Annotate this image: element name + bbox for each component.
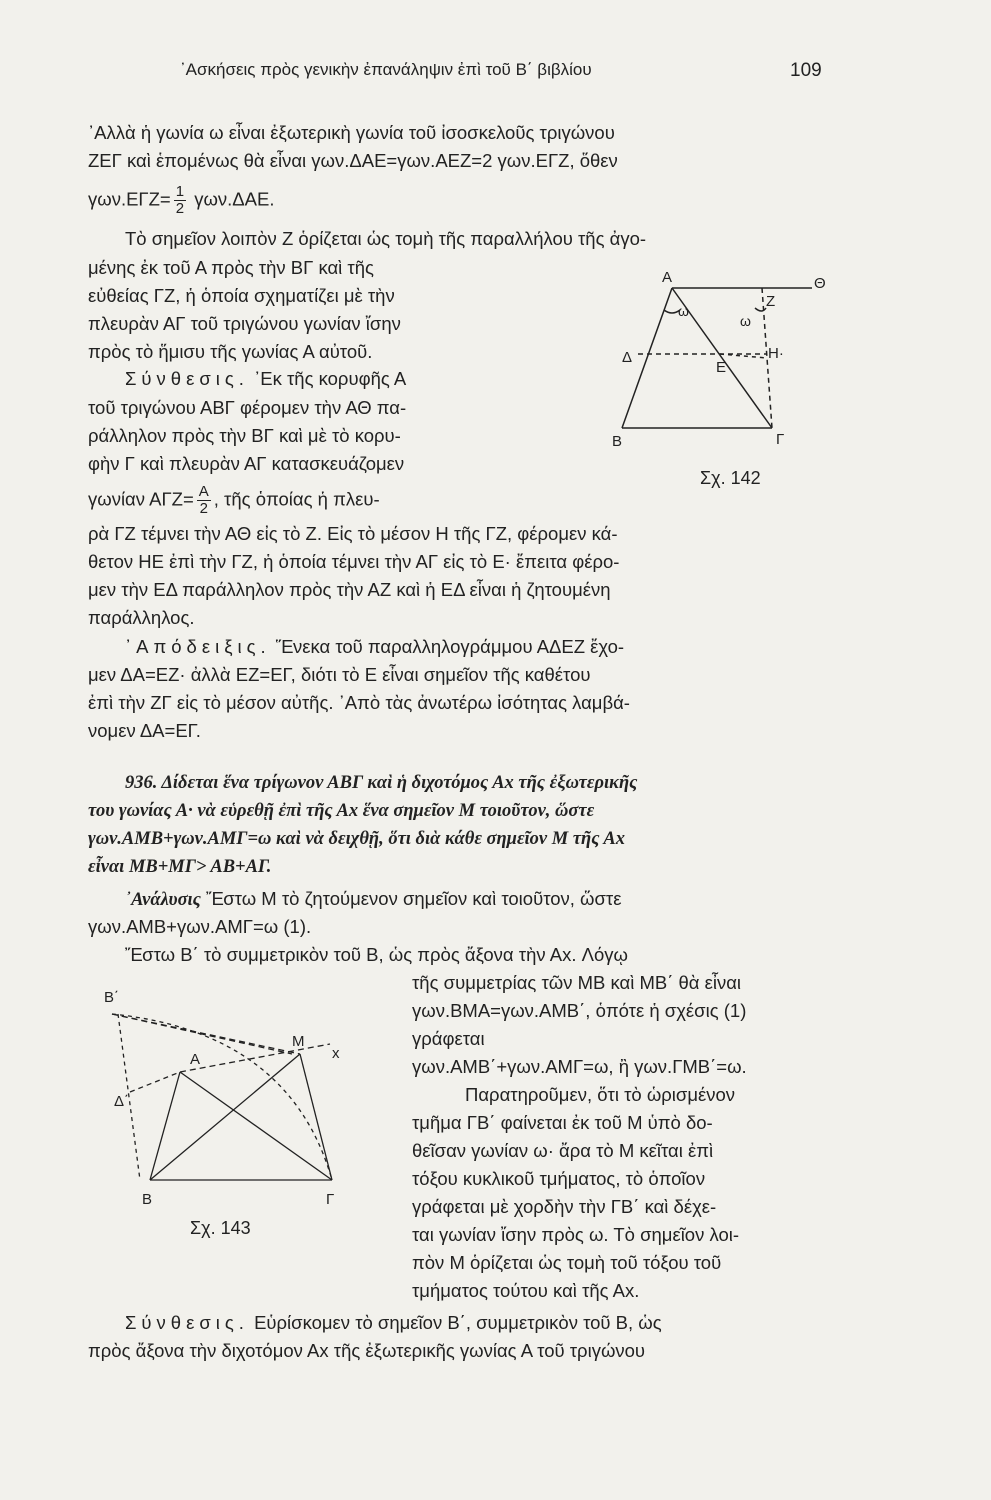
text-line: τμήματος τούτου καὶ τῆς Αx. — [412, 1280, 640, 1301]
label-E: Ε — [716, 359, 727, 376]
text-line: γων.ΑΜΒ+γων.ΑΜΓ=ω (1). — [88, 916, 312, 937]
text-line: μεν ΔΑ=ΕΖ· ἀλλὰ ΕΖ=ΕΓ, διότι τὸ Ε εἶναι σημεῖον τῆς καθέτου — [88, 664, 591, 685]
text-line: ΖΕΓ καὶ ἑπομένως θὰ εἶναι γων.ΔΑΕ=γων.ΑΕΖ=2 γων.ΕΓΖ, ὅθεν — [88, 150, 618, 171]
text-line: γων.ΑΜΒ΄+γων.ΑΜΓ=ω, ἢ γων.ΓΜΒ΄=ω. — [412, 1056, 747, 1077]
label-Bp: Β΄ — [104, 989, 119, 1006]
fraction-numerator: 1 — [175, 183, 185, 200]
text-span: Ἕνεκα τοῦ παραλληλογράμμου ΑΔΕΖ ἔχο- — [270, 636, 625, 657]
label-x: x — [332, 1045, 340, 1062]
section-label: Σύνθεσις. — [125, 1312, 249, 1333]
text-line: ται γωνίαν ἴσην πρὸς ω. Τὸ σημεῖον λοι- — [412, 1224, 740, 1245]
label-B: Β — [142, 1191, 153, 1208]
text-line: πρὸς τὸ ἥμισυ τῆς γωνίας Α αὐτοῦ. — [88, 341, 373, 362]
text-line: εὐθείας ΓΖ, ἡ ὁποία σχηματίζει μὲ τὴν — [88, 285, 395, 306]
label-omega-1: ω — [678, 303, 689, 319]
text-line — [125, 886, 621, 913]
fraction-denominator: 2 — [175, 200, 185, 217]
side-AB — [150, 1072, 180, 1180]
section-label: Σύνθεσις. — [125, 368, 249, 389]
formula-prefix: γωνίαν ΑΓΖ= — [88, 488, 194, 510]
text-line: θετον ΗΕ ἐπὶ τὴν ΓΖ, ἡ ὁποία τέμνει τὴν ΑΓ εἰς τὸ Ε· ἔπειτα φέρο- — [88, 551, 620, 572]
label-D: Δ΄ — [114, 1093, 130, 1110]
label-M: Μ — [292, 1033, 305, 1050]
text-line: Τὸ σημεῖον λοιπὸν Ζ ὁρίζεται ὡς τομὴ τῆς παραλλήλου τῆς ἀγο- — [125, 228, 647, 249]
text-line: τοῦ τριγώνου ΑΒΓ φέρομεν τὴν ΑΘ πα- — [88, 397, 407, 418]
text-line: πὸν Μ ὁρίζεται ὡς τομὴ τοῦ τόξου τοῦ — [412, 1252, 722, 1273]
problem-number: 936. — [125, 773, 158, 793]
page-number: 109 — [790, 60, 822, 81]
formula-suffix: , τῆς ὁποίας ἡ πλευ- — [213, 488, 380, 510]
problem-line: εἶναι ΜΒ+ΜΓ> ΑΒ+ΑΓ. — [88, 857, 272, 877]
running-title: ᾿Ασκήσεις πρὸς γενικὴν ἐπανάληψιν ἐπὶ τοῦ Β΄ βιβλίου — [180, 60, 592, 79]
bisector-Ax — [180, 1044, 330, 1072]
text-span: ᾿Εκ τῆς κορυφῆς Α — [248, 368, 407, 389]
text-line: νομεν ΔΑ=ΕΓ. — [88, 720, 201, 741]
text-line: ἐπὶ τὴν ΖΓ εἰς τὸ μέσον αὐτῆς. ᾿Απὸ τὰς ἀνωτέρω ἰσότητας λαμβά- — [88, 692, 630, 713]
fraction-numerator: Α — [198, 483, 209, 500]
problem-text: Δίδεται ἕνα τρίγωνον ΑΒΓ καὶ ἡ διχοτόμος Αx τῆς ἐξωτερικῆς — [157, 773, 638, 793]
label-Z: Ζ — [766, 293, 776, 310]
label-A: Α — [662, 269, 673, 286]
text-line — [125, 634, 624, 660]
problem-line: του γωνίας Α· νὰ εὑρεθῇ ἐπὶ τῆς Αx ἕνα σημεῖον Μ τοιοῦτον, ὥστε — [88, 801, 595, 821]
problem-line: γων.ΑΜΒ+γων.ΑΜΓ=ω καὶ νὰ δειχθῇ, ὅτι διὰ κάθε σημεῖον Μ τῆς Αx — [88, 829, 625, 849]
text-span: Ἔστω Μ τὸ ζητούμενον σημεῖον καὶ τοιοῦτον, ὥστε — [200, 888, 622, 909]
label-D: Δ — [622, 349, 633, 366]
text-line: τόξου κυκλικοῦ τμήματος, τὸ ὁποῖον — [412, 1168, 706, 1189]
text-line: ρὰ ΓΖ τέμνει τὴν ΑΘ εἰς τὸ Ζ. Εἰς τὸ μέσον Η τῆς ΓΖ, φέρομεν κά- — [88, 523, 618, 544]
label-A: Α — [190, 1051, 201, 1068]
text-line: μένης ἐκ τοῦ Α πρὸς τὴν ΒΓ καὶ τῆς — [88, 257, 374, 278]
fraction — [174, 184, 186, 217]
label-G: Γ — [776, 431, 785, 448]
line-MB — [150, 1054, 300, 1180]
figure-caption: Σχ. 143 — [190, 1218, 251, 1238]
text-line: τμῆμα ΓΒ΄ φαίνεται ἐκ τοῦ Μ ὑπὸ δο- — [412, 1112, 713, 1133]
label-B: Β — [612, 433, 623, 450]
text-line: γων.ΒΜΑ=γων.ΑΜΒ΄, ὁπότε ἡ σχέσις (1) — [412, 1000, 747, 1021]
line-Bp-G — [112, 1014, 292, 1054]
text-line: πλευρὰν ΑΓ τοῦ τριγώνου γωνίαν ἴσην — [88, 313, 401, 334]
label-H: Η· — [768, 345, 784, 362]
text-line: φὴν Γ καὶ πλευρὰν ΑΓ κατασκευάζομεν — [88, 453, 405, 474]
text-line: γράφεται μὲ χορδὴν τὴν ΓΒ΄ καὶ δέχε- — [412, 1196, 717, 1217]
text-line: Παρατηροῦμεν, ὅτι τὸ ὡρισμένον — [465, 1084, 736, 1105]
text-span: Εὑρίσκομεν τὸ σημεῖον Β΄, συμμετρικὸν τοῦ Β, ὡς — [248, 1312, 662, 1333]
problem-line — [125, 770, 637, 796]
text-line: Ἔστω Β΄ τὸ συμμετρικὸν τοῦ Β, ὡς πρὸς ἄξονα τὴν Αx. Λόγῳ — [125, 944, 628, 965]
formula-line — [88, 484, 380, 517]
text-line: παράλληλος. — [88, 607, 195, 628]
text-line — [125, 1310, 662, 1336]
text-line — [125, 366, 406, 392]
label-G: Γ — [326, 1191, 335, 1208]
figure-142 — [600, 258, 840, 498]
text-line: θεῖσαν γωνίαν ω· ἄρα τὸ Μ κεῖται ἐπὶ — [412, 1140, 714, 1161]
fraction — [197, 484, 211, 517]
fraction-denominator: 2 — [199, 500, 208, 517]
text-line: γράφεται — [412, 1028, 485, 1049]
text-line: τῆς συμμετρίας τῶν ΜΒ καὶ ΜΒ΄ θὰ εἶναι — [412, 972, 742, 993]
section-label: ᾿Ανάλυσις — [125, 890, 201, 910]
text-line: πρὸς ἄξονα τὴν διχοτόμον Αx τῆς ἐξωτερικῆς γωνίας Α τοῦ τριγώνου — [88, 1340, 646, 1361]
text-line: ᾿Αλλὰ ἡ γωνία ω εἶναι ἐξωτερικὴ γωνία τοῦ ἰσοσκελοῦς τριγώνου — [88, 122, 615, 143]
formula-suffix: γων.ΔΑΕ. — [189, 188, 275, 210]
formula-line — [88, 184, 274, 217]
figure-143 — [100, 972, 380, 1252]
label-omega-2: ω — [740, 313, 751, 329]
figure-caption: Σχ. 142 — [700, 468, 761, 488]
formula-prefix: γων.ΕΓΖ= — [88, 188, 171, 210]
section-label: ᾿Απόδειξις. — [125, 636, 271, 657]
text-line: μεν τὴν ΕΔ παράλληλον πρὸς τὴν ΑΖ καὶ ἡ ΕΔ εἶναι ἡ ζητουμένη — [88, 579, 611, 600]
angle-arc-Z — [755, 308, 766, 311]
text-line: ράλληλον πρὸς τὴν ΒΓ καὶ μὲ τὸ κορυ- — [88, 425, 401, 446]
line-D-A — [130, 1072, 180, 1092]
line-Bp-M — [112, 1014, 300, 1054]
label-theta: Θ — [814, 275, 826, 292]
